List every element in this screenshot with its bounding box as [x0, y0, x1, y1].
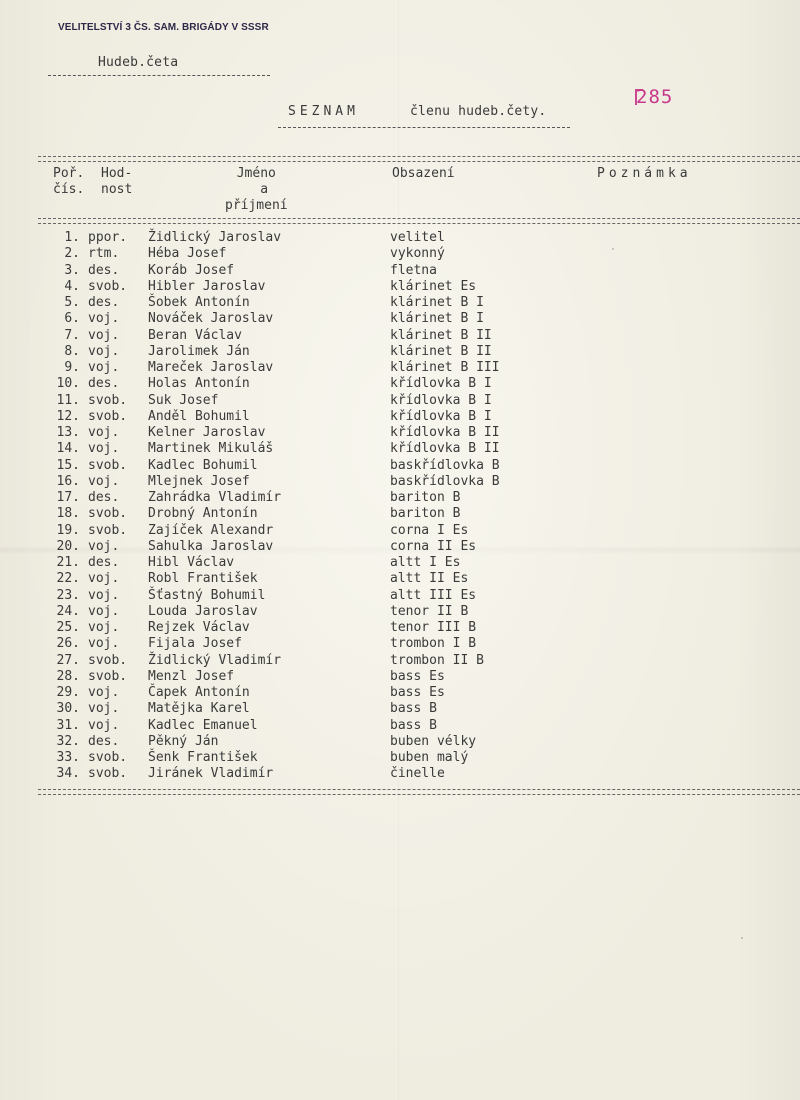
table-row	[0, 653, 800, 669]
row-name: Koráb Josef	[148, 262, 235, 278]
row-name: Robl František	[148, 571, 258, 587]
table-row	[0, 571, 800, 587]
column-header-note: Poznámka	[597, 166, 692, 181]
row-name: Nováček Jaroslav	[148, 311, 274, 327]
table-row	[0, 669, 800, 685]
row-name: Zajíček Alexandr	[148, 522, 274, 538]
row-rank: voj.	[88, 473, 120, 489]
table-row	[0, 230, 800, 246]
row-number: 18.	[56, 506, 80, 522]
row-name: Zahrádka Vladimír	[148, 490, 282, 505]
table-row	[0, 246, 800, 262]
row-instrument: corna II Es	[390, 538, 477, 554]
table-row	[0, 636, 800, 652]
row-number: 5.	[64, 295, 80, 310]
row-rank: des.	[88, 295, 120, 310]
title-underline	[278, 127, 570, 128]
column-header-instrument: Obsazení	[392, 166, 455, 181]
row-number: 27.	[56, 652, 80, 668]
row-rank: svob.	[88, 392, 128, 408]
row-name: Šobek Antonín	[148, 295, 250, 310]
table-row	[0, 360, 800, 376]
row-name: Fijala Josef	[148, 636, 242, 652]
registry-number: 285	[636, 86, 674, 108]
table-row	[0, 474, 800, 490]
row-number: 20.	[56, 538, 80, 554]
row-number: 1.	[64, 230, 80, 245]
row-rank: voj.	[88, 360, 120, 375]
row-instrument: corna I Es	[390, 522, 469, 538]
row-rank: svob.	[88, 652, 128, 668]
row-rank: svob.	[88, 522, 128, 538]
row-instrument: altt III Es	[390, 587, 477, 603]
row-instrument: bariton B	[390, 490, 461, 505]
row-instrument: tenor III B	[390, 620, 477, 635]
unit-stamp: VELITELSTVÍ 3 ČS. SAM. BRIGÁDY V SSSR	[58, 22, 269, 33]
table-row	[0, 766, 800, 782]
row-rank: voj.	[88, 685, 120, 700]
row-number: 11.	[56, 392, 80, 408]
row-name: Hibler Jaroslav	[148, 278, 266, 294]
row-instrument: tenor II B	[390, 603, 469, 619]
row-rank: rtm.	[88, 246, 120, 262]
row-instrument: klárinet B I	[390, 311, 484, 327]
table-row	[0, 376, 800, 392]
row-rank: svob.	[88, 668, 128, 684]
row-number: 15.	[56, 457, 80, 473]
row-name: Jarolimek Ján	[148, 343, 250, 359]
row-name: Drobný Antonín	[148, 506, 258, 522]
row-number: 33.	[56, 750, 80, 765]
table-row	[0, 279, 800, 295]
unit-name: Hudeb.četa	[98, 55, 179, 70]
row-instrument: fletna	[390, 262, 437, 278]
table-row	[0, 750, 800, 766]
row-number: 4.	[64, 278, 80, 294]
row-name: Héba Josef	[148, 246, 227, 262]
row-instrument: křídlovka B II	[390, 425, 500, 440]
row-number: 19.	[56, 522, 80, 538]
row-number: 29.	[56, 685, 80, 700]
row-instrument: vykonný	[390, 246, 445, 262]
row-name: Jiránek Vladimír	[148, 766, 274, 782]
row-instrument: buben vélky	[390, 733, 477, 749]
member-list	[0, 230, 800, 783]
row-number: 6.	[64, 311, 80, 327]
row-instrument: baskřídlovka B	[390, 457, 500, 473]
row-number: 24.	[56, 603, 80, 619]
row-name: Rejzek Václav	[148, 620, 250, 635]
column-header-rank: Hod- nost	[101, 166, 133, 197]
table-row	[0, 393, 800, 409]
row-number: 8.	[64, 343, 80, 359]
table-row	[0, 718, 800, 734]
row-number: 32.	[56, 733, 80, 749]
paper-speck	[741, 937, 743, 939]
row-number: 23.	[56, 587, 80, 603]
row-name: Hibl Václav	[148, 555, 235, 570]
row-rank: voj.	[88, 327, 120, 343]
row-rank: des.	[88, 376, 120, 392]
row-name: Židlický Jaroslav	[148, 230, 282, 245]
row-number: 3.	[64, 262, 80, 278]
row-name: Beran Václav	[148, 327, 242, 343]
row-name: Čapek Antonín	[148, 685, 250, 700]
row-name: Pěkný Ján	[148, 733, 219, 749]
table-row	[0, 328, 800, 344]
row-instrument: bass Es	[390, 685, 445, 700]
table-row	[0, 701, 800, 717]
row-instrument: křídlovka B I	[390, 376, 492, 392]
row-name: Louda Jaroslav	[148, 603, 258, 619]
table-row	[0, 588, 800, 604]
document-title: SEZNAM	[288, 104, 359, 119]
row-rank: voj.	[88, 343, 120, 359]
table-row	[0, 506, 800, 522]
table-row	[0, 620, 800, 636]
row-rank: svob.	[88, 457, 128, 473]
row-instrument: baskřídlovka B	[390, 473, 500, 489]
row-instrument: křídlovka B II	[390, 441, 500, 457]
row-name: Kadlec Bohumil	[148, 457, 258, 473]
row-number: 22.	[56, 571, 80, 587]
table-row	[0, 523, 800, 539]
row-number: 10.	[56, 376, 80, 392]
row-number: 12.	[56, 408, 80, 424]
row-number: 16.	[56, 473, 80, 489]
row-instrument: klárinet B III	[390, 360, 500, 375]
row-rank: svob.	[88, 506, 128, 522]
row-rank: voj.	[88, 538, 120, 554]
row-name: Mareček Jaroslav	[148, 360, 274, 375]
column-header-order: Poř. čís.	[53, 166, 85, 197]
table-top-rule	[38, 156, 800, 162]
row-instrument: klárinet B II	[390, 343, 492, 359]
table-row	[0, 734, 800, 750]
table-row	[0, 425, 800, 441]
row-rank: voj.	[88, 717, 120, 733]
row-name: Matějka Karel	[148, 701, 250, 717]
table-row	[0, 539, 800, 555]
table-bottom-rule	[38, 789, 800, 795]
row-instrument: bass Es	[390, 668, 445, 684]
row-rank: svob.	[88, 408, 128, 424]
row-number: 7.	[64, 327, 80, 343]
table-row	[0, 344, 800, 360]
row-rank: voj.	[88, 587, 120, 603]
row-rank: svob.	[88, 750, 128, 765]
row-number: 9.	[64, 360, 80, 375]
row-rank: ppor.	[88, 230, 128, 245]
row-rank: des.	[88, 733, 120, 749]
table-row	[0, 604, 800, 620]
row-instrument: křídlovka B I	[390, 408, 492, 424]
table-header-rule	[38, 218, 800, 224]
row-number: 28.	[56, 668, 80, 684]
column-header-name: Jméno a příjmení	[225, 166, 288, 213]
row-name: Sahulka Jaroslav	[148, 538, 274, 554]
row-instrument: klárinet B I	[390, 295, 484, 310]
row-instrument: bariton B	[390, 506, 461, 522]
table-row	[0, 458, 800, 474]
row-instrument: trombon II B	[390, 652, 484, 668]
row-rank: voj.	[88, 441, 120, 457]
row-name: Anděl Bohumil	[148, 408, 250, 424]
row-instrument: činelle	[390, 766, 445, 782]
unit-underline	[48, 75, 270, 76]
row-number: 17.	[56, 490, 80, 505]
row-number: 2.	[64, 246, 80, 262]
row-name: Židlický Vladimír	[148, 652, 282, 668]
row-name: Menzl Josef	[148, 668, 235, 684]
paper-speck	[612, 248, 614, 250]
row-name: Šenk František	[148, 750, 258, 765]
row-rank: voj.	[88, 701, 120, 717]
row-number: 14.	[56, 441, 80, 457]
row-name: Martinek Mikuláš	[148, 441, 274, 457]
row-rank: des.	[88, 262, 120, 278]
row-rank: voj.	[88, 620, 120, 635]
row-instrument: altt II Es	[390, 571, 469, 587]
row-rank: voj.	[88, 603, 120, 619]
row-number: 13.	[56, 425, 80, 440]
row-instrument: trombon I B	[390, 636, 477, 652]
row-rank: voj.	[88, 425, 120, 440]
row-number: 21.	[56, 555, 80, 570]
row-number: 25.	[56, 620, 80, 635]
table-row	[0, 441, 800, 457]
row-name: Suk Josef	[148, 392, 219, 408]
row-name: Mlejnek Josef	[148, 473, 250, 489]
table-row	[0, 263, 800, 279]
row-instrument: altt I Es	[390, 555, 461, 570]
row-rank: des.	[88, 490, 120, 505]
row-name: Kelner Jaroslav	[148, 425, 266, 440]
row-instrument: bass B	[390, 701, 437, 717]
row-rank: des.	[88, 555, 120, 570]
row-number: 26.	[56, 636, 80, 652]
table-row	[0, 295, 800, 311]
row-rank: svob.	[88, 766, 128, 782]
row-instrument: klárinet B II	[390, 327, 492, 343]
row-number: 30.	[56, 701, 80, 717]
row-rank: svob.	[88, 278, 128, 294]
row-number: 34.	[56, 766, 80, 782]
row-instrument: klárinet Es	[390, 278, 477, 294]
table-row	[0, 490, 800, 506]
row-instrument: buben malý	[390, 750, 469, 765]
row-instrument: bass B	[390, 717, 437, 733]
row-number: 31.	[56, 717, 80, 733]
row-name: Kadlec Emanuel	[148, 717, 258, 733]
table-row	[0, 409, 800, 425]
row-rank: voj.	[88, 311, 120, 327]
row-instrument: velitel	[390, 230, 445, 245]
row-name: Šťastný Bohumil	[148, 587, 266, 603]
row-instrument: křídlovka B I	[390, 392, 492, 408]
row-name: Holas Antonín	[148, 376, 250, 392]
row-rank: voj.	[88, 571, 120, 587]
table-row	[0, 555, 800, 571]
table-row	[0, 311, 800, 327]
table-row	[0, 685, 800, 701]
document-title-rest: členu hudeb.čety.	[410, 104, 547, 119]
row-rank: voj.	[88, 636, 120, 652]
